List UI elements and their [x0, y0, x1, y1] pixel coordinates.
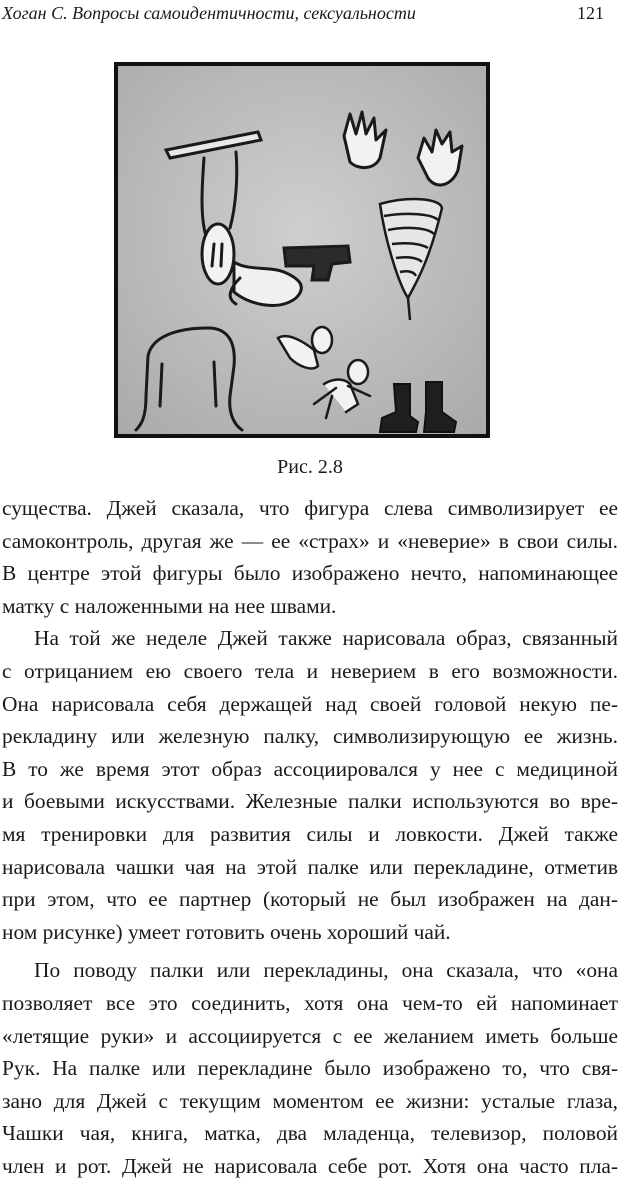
text-line: самоконтроль, другая же — ее «страх» и «неверие» в свои силы.: [2, 528, 618, 553]
body-text: [2, 492, 618, 1182]
text-line: мя тренировки для развития силы и ловкости. Джей также: [2, 821, 618, 846]
drawing-illustration: [118, 66, 486, 434]
text-line: Рук. На палке или перекладине было изображено то, что свя-: [2, 1056, 618, 1081]
text-line: и боевыми искусствами. Железные палки используются во вре-: [2, 789, 618, 814]
text-line: с отрицанием ею своего тела и неверием в его возможности.: [2, 658, 618, 683]
text-line: зано для Джей с текущим моментом ее жизни: усталые глаза,: [2, 1088, 618, 1113]
text-line: Чашки чая, книга, матка, два младенца, телевизор, половой: [2, 1121, 618, 1146]
page-number: 121: [577, 3, 604, 23]
text-line: ном рисунке) умеет готовить очень хороший чай.: [2, 919, 451, 944]
figure-drawing: [114, 62, 490, 438]
running-header: [0, 0, 620, 26]
text-line: На той же неделе Джей также нарисовала образ, связанный: [34, 626, 618, 651]
text-line: при этом, что ее партнер (который не был изображен на дан-: [2, 887, 618, 912]
text-line: нарисовала чашки чая на этой палке или перекладине, отметив: [2, 854, 618, 879]
running-title: Хоган С. Вопросы самоидентичности, сексуальности: [2, 3, 416, 23]
text-line: рекладину или железную палку, символизирующую ее жизнь.: [2, 724, 618, 749]
text-line: По поводу палки или перекладины, она сказала, что «она: [34, 958, 618, 983]
text-line: Она нарисовала себя держащей над своей головой некую пе-: [2, 691, 618, 716]
text-line: позволяет все это соединить, хотя она чем-то ей напоминает: [2, 990, 618, 1015]
figure-caption: Рис. 2.8: [277, 456, 343, 478]
text-line: «летящие руки» и ассоциируется с ее желанием иметь больше: [2, 1023, 618, 1048]
text-line: существа. Джей сказала, что фигура слева символизирует ее: [2, 496, 618, 520]
text-line: матку с наложенными на нее швами.: [2, 593, 337, 618]
text-line: В то же время этот образ ассоциировался у нее с медициной: [2, 756, 618, 781]
text-line: член и рот. Джей не нарисовала себе рот. Хотя она часто пла-: [2, 1153, 618, 1178]
text-line: В центре этой фигуры было изображено нечто, напоминающее: [2, 561, 618, 586]
